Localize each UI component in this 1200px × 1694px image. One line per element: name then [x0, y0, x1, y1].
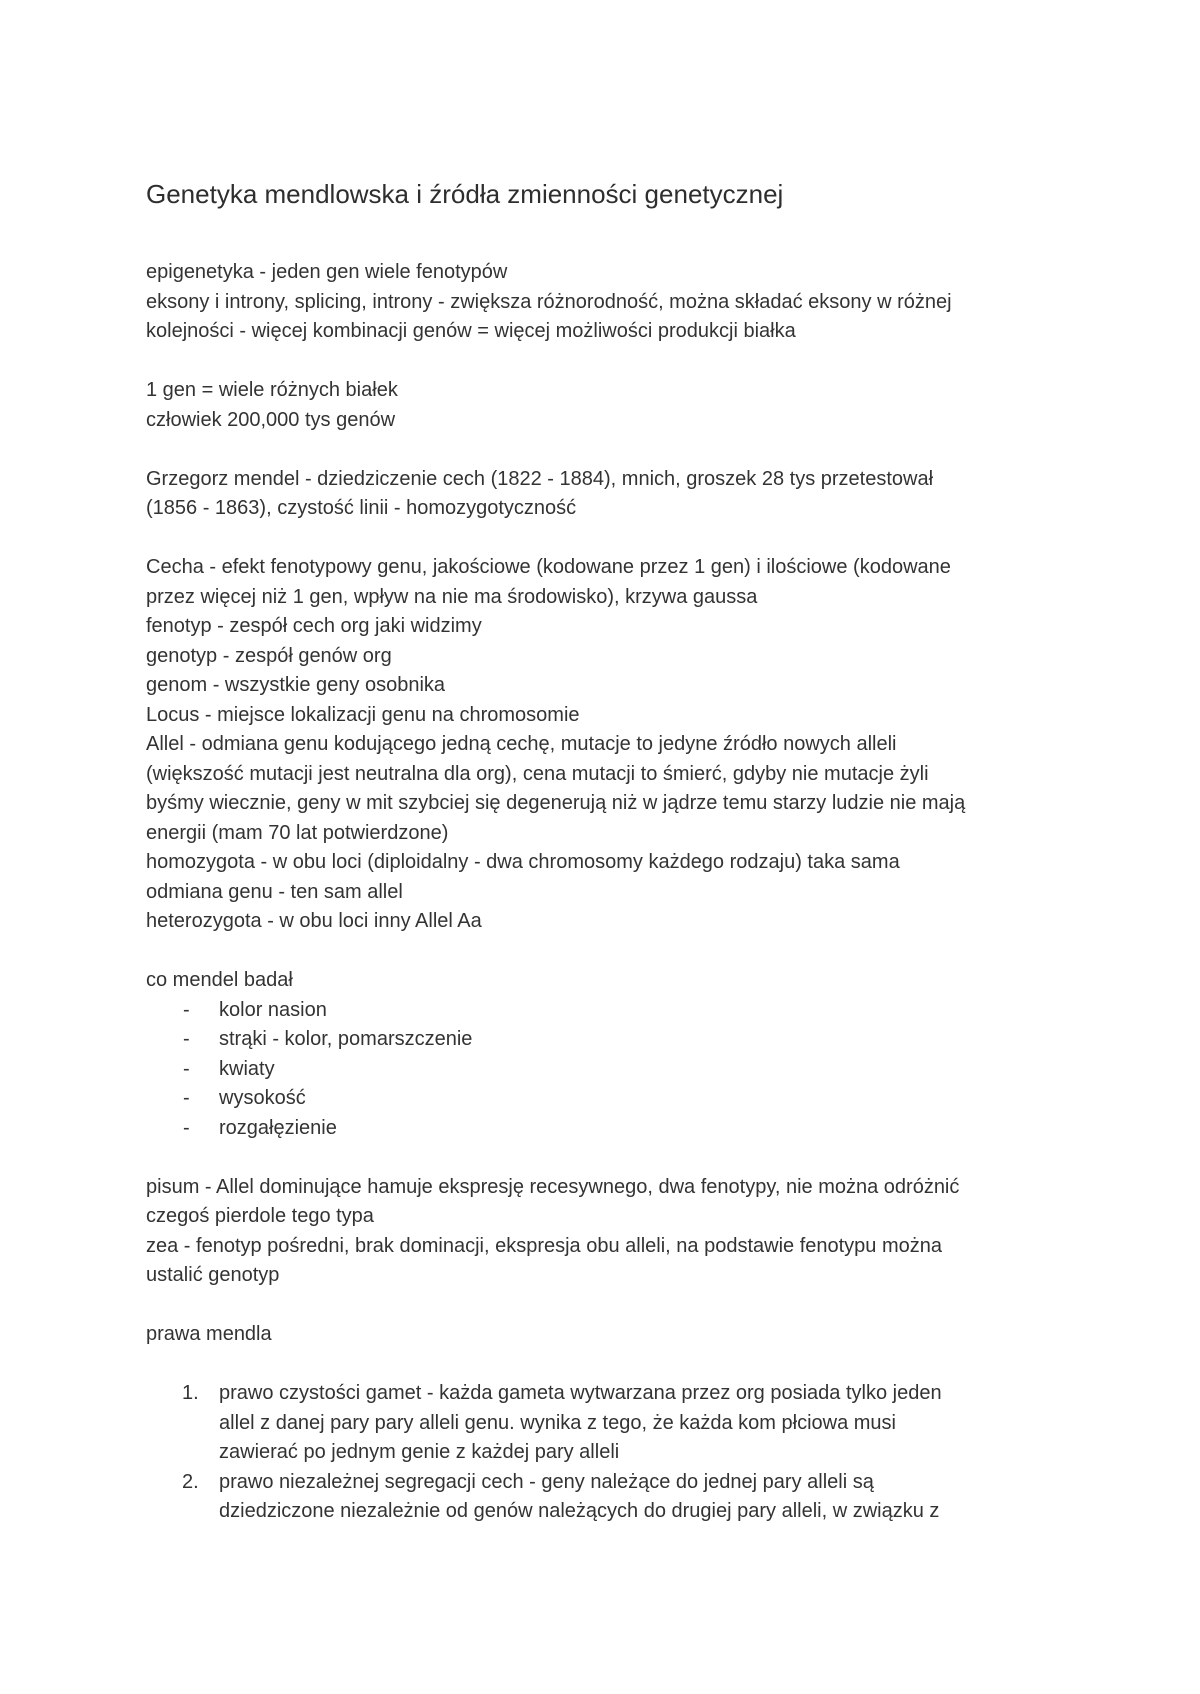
document-content	[146, 176, 1076, 1527]
text-line: odmiana genu - ten sam allel	[146, 880, 403, 903]
list-item	[146, 1468, 1076, 1527]
dash-bullet-icon: -	[183, 1087, 190, 1109]
list-item	[146, 1114, 1076, 1144]
text-line: pisum - Allel dominujące hamuje ekspresję recesywnego, dwa fenotypy, nie można odróżnić	[146, 1175, 960, 1198]
list-item-text: rozgałęzienie	[219, 1116, 337, 1139]
text-line: Cecha - efekt fenotypowy genu, jakościowe (kodowane przez 1 gen) i ilościowe (kodowane	[146, 556, 951, 578]
dash-bullet-icon: -	[183, 1116, 190, 1139]
text-line: zea - fenotyp pośredni, brak dominacji, ekspresja obu alleli, na podstawie fenotypu można	[146, 1234, 943, 1257]
text-line: 1 gen = wiele różnych białek	[146, 379, 398, 401]
text-line: byśmy wiecznie, geny w mit szybciej się degenerują niż w jądrze temu starzy ludzie nie mają	[146, 792, 966, 814]
list-item	[146, 1055, 1076, 1085]
paragraph-epigenetics	[146, 258, 1076, 347]
paragraph-gene-protein	[146, 376, 1076, 435]
list-item	[146, 1084, 1076, 1114]
text-line: zawierać po jednym genie z każdej pary alleli	[219, 1441, 620, 1463]
text-line: (większość mutacji jest neutralna dla org), cena mutacji to śmierć, gdyby nie mutacje żyli	[146, 762, 929, 785]
text-line: Allel - odmiana genu kodującego jedną cechę, mutacje to jedyne źródło nowych alleli	[146, 733, 897, 755]
dash-bullet-icon: -	[183, 998, 190, 1021]
text-line: allel z danej pary pary alleli genu. wynika z tego, że każda kom płciowa musi	[219, 1411, 897, 1434]
mendel-laws-heading	[146, 1320, 1076, 1350]
text-line: prawo czystości gamet - każda gameta wytwarzana przez org posiada tylko jeden	[219, 1382, 942, 1404]
text-line: kolejności - więcej kombinacji genów = więcej możliwości produkcji białka	[146, 320, 796, 342]
text-line: czegoś pierdole tego typa	[146, 1205, 374, 1227]
list-number: 1.	[182, 1382, 199, 1404]
mendel-laws-list	[146, 1379, 1076, 1527]
text-line: genom - wszystkie geny osobnika	[146, 674, 446, 696]
dash-bullet-icon: -	[183, 1028, 190, 1050]
text-line: energii (mam 70 lat potwierdzone)	[146, 821, 449, 844]
paragraph-spacer	[146, 347, 1076, 377]
dash-bullet-icon: -	[183, 1057, 190, 1080]
paragraph-pisum-zea	[146, 1173, 1076, 1291]
text-line: prawa mendla	[146, 1323, 272, 1345]
list-item-text: kwiaty	[219, 1057, 275, 1080]
list-item-text: strąki - kolor, pomarszczenie	[219, 1028, 473, 1050]
text-line: homozygota - w obu loci (diploidalny - dwa chromosomy każdego rodzaju) taka sama	[146, 851, 900, 873]
list-number: 2.	[182, 1470, 199, 1493]
text-line: ustalić genotyp	[146, 1264, 280, 1286]
text-line: człowiek 200,000 tys genów	[146, 408, 396, 431]
text-line: dziedziczone niezależnie od genów należących do drugiej pary alleli, w związku z	[219, 1500, 940, 1522]
text-line: Locus - miejsce lokalizacji genu na chromosomie	[146, 703, 580, 726]
paragraph-definitions	[146, 553, 1076, 937]
paragraph-spacer	[146, 1291, 1076, 1321]
text-line: prawo niezależnej segregacji cech - geny należące do jednej pary alleli są	[219, 1470, 874, 1493]
list-item-text: wysokość	[219, 1087, 306, 1109]
list-item	[146, 1025, 1076, 1055]
text-line: co mendel badał	[146, 969, 293, 991]
text-line: fenotyp - zespół cech org jaki widzimy	[146, 615, 482, 637]
paragraph-spacer	[146, 937, 1076, 967]
mendel-studied-list	[146, 996, 1076, 1144]
text-line: heterozygota - w obu loci inny Allel Aa	[146, 910, 482, 932]
paragraph-mendel-bio	[146, 465, 1076, 524]
list-item-text: kolor nasion	[219, 998, 327, 1021]
document-title: Genetyka mendlowska i źródła zmienności genetycznej	[146, 179, 784, 209]
text-line: genotyp - zespół genów org	[146, 644, 392, 667]
paragraph-spacer	[146, 1143, 1076, 1173]
list-item	[146, 996, 1076, 1026]
text-line: (1856 - 1863), czystość linii - homozygotyczność	[146, 497, 577, 519]
mendel-studied-heading	[146, 966, 1076, 996]
paragraph-spacer	[146, 435, 1076, 465]
paragraph-spacer	[146, 524, 1076, 554]
text-line: epigenetyka - jeden gen wiele fenotypów	[146, 261, 508, 283]
paragraph-spacer	[146, 1350, 1076, 1380]
list-item	[146, 1379, 1076, 1468]
text-line: eksony i introny, splicing, introny - zwiększa różnorodność, można składać eksony w różnej	[146, 290, 952, 313]
text-line: przez więcej niż 1 gen, wpływ na nie ma środowisko), krzywa gaussa	[146, 585, 758, 608]
text-line: Grzegorz mendel - dziedziczenie cech (1822 - 1884), mnich, groszek 28 tys przetestował	[146, 467, 934, 490]
